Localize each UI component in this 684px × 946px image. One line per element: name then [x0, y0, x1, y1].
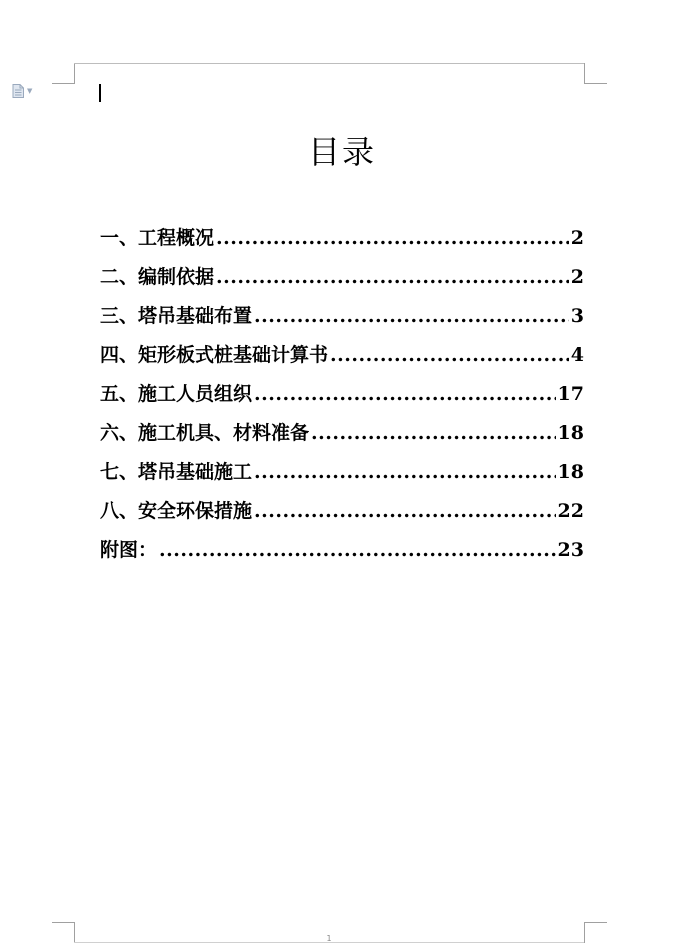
- toc-entry-page: 2: [570, 266, 584, 288]
- toc-entry-label: 二、编制依据: [100, 266, 215, 288]
- toc-entry-label: 四、矩形板式桩基础计算书: [100, 344, 329, 366]
- page-title: 目录: [307, 133, 376, 171]
- toc-dot-leader: [330, 344, 569, 366]
- toc-entry-label: 五、施工人员组织: [100, 383, 253, 405]
- toc-dot-leader: [311, 422, 556, 444]
- toc-entry[interactable]: [100, 496, 584, 535]
- toc-entry[interactable]: [100, 301, 584, 340]
- toc-dot-leader: [254, 500, 556, 522]
- header-boundary: [74, 63, 584, 64]
- toc-entry-page: 22: [557, 500, 584, 522]
- toc-entry-label: 一、工程概况: [100, 227, 215, 249]
- toc-dot-leader: [216, 227, 569, 249]
- toc-entry[interactable]: [100, 379, 584, 418]
- toc-entry[interactable]: [100, 418, 584, 457]
- toc-entry-page: 23: [557, 539, 584, 561]
- toc-dot-leader: [216, 266, 569, 288]
- toc-entry-label: 七、塔吊基础施工: [100, 461, 253, 483]
- dropdown-arrow-icon: ▼: [27, 86, 33, 95]
- document-icon: [12, 84, 24, 98]
- text-cursor: [99, 84, 101, 102]
- toc-entry-label: 三、塔吊基础布置: [100, 305, 253, 327]
- toc-entry[interactable]: [100, 223, 584, 262]
- toc-dot-leader: [254, 305, 569, 327]
- toc-entry[interactable]: [100, 262, 584, 301]
- toc-entry-page: 4: [570, 344, 584, 366]
- table-of-contents: [100, 223, 584, 574]
- toc-entry-page: 18: [557, 461, 584, 483]
- toc-entry-label: 八、安全环保措施: [100, 500, 253, 522]
- toc-entry-page: 3: [570, 305, 584, 327]
- page-corner-mark-top-left: [52, 63, 75, 84]
- toc-entry-page: 2: [570, 227, 584, 249]
- toc-entry-page: 17: [557, 383, 584, 405]
- page-corner-mark-top-right: [584, 63, 607, 84]
- footer-page-number: 1: [326, 934, 332, 943]
- toc-entry[interactable]: [100, 535, 584, 574]
- toc-dot-leader: [159, 539, 556, 561]
- doc-options-menu[interactable]: [12, 84, 32, 98]
- toc-entry[interactable]: [100, 340, 584, 379]
- toc-entry[interactable]: [100, 457, 584, 496]
- toc-entry-label: 附图：: [100, 539, 158, 561]
- toc-dot-leader: [254, 461, 556, 483]
- toc-dot-leader: [254, 383, 556, 405]
- toc-entry-page: 18: [557, 422, 584, 444]
- toc-entry-label: 六、施工机具、材料准备: [100, 422, 310, 444]
